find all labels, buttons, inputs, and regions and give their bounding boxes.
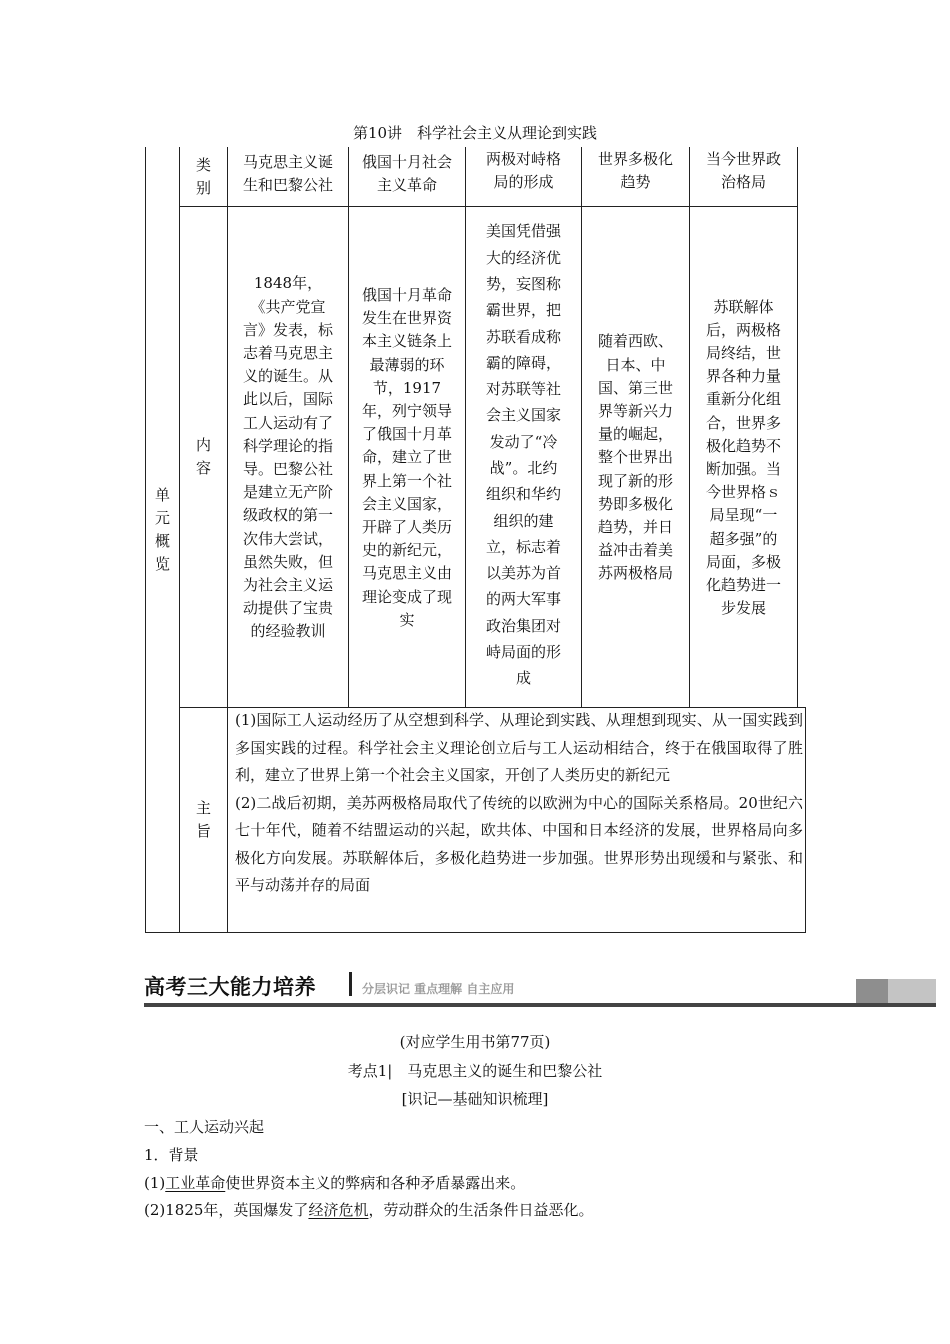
item-industrial-revolution: (1)工业革命使世界资本主义的弊病和各种矛盾暴露出来。 — [144, 1174, 526, 1192]
header-october-revolution: 俄国十月社会 主义革命 — [361, 153, 452, 194]
banner-subtitle: 分层识记 重点理解 自主应用 — [362, 982, 515, 996]
heading-workers-movement: 一、工人运动兴起 — [144, 1118, 265, 1136]
underlined-term: 工业革命 — [165, 1174, 226, 1192]
unit-overview-label: 单 元 概 览 — [154, 486, 170, 573]
banner-separator — [349, 972, 352, 996]
header-marxism: 马克思主义诞 生和巴黎公社 — [242, 153, 333, 194]
row-label-theme: 主 旨 — [195, 799, 211, 840]
content-october-revolution: 俄国十月革命 发生在世界资 本主义链条上 最薄弱的环 节，1917 年，列宁领导 了俄国十月革 命，建立了世 界上第一个社 会主义国家， 开辟了人类历 史的新纪元， 马克思主义由 理论变成了现 实 — [361, 285, 452, 629]
theme-paragraph-1: (1)国际工人运动经历了从空想到科学、从理论到实践、从理想到现实、从一国实践到多国实践的过程。科学社会主义理论创立后与工人运动相结合，终于在俄国取得了胜利，建立了世界上第一个社会主义国家，开创了人类历史的新纪元 — [235, 711, 803, 784]
heading-background: 1．背景 — [144, 1146, 199, 1164]
lecture-title: 第10讲 科学社会主义从理论到实践 — [352, 124, 598, 142]
banner-title: 高考三大能力培养 — [144, 975, 316, 999]
page-reference: (对应学生用书第77页) — [399, 1033, 551, 1051]
content-multipolar: 随着西欧、 日本、中 国、第三世 界等新兴力 量的崛起， 整个世界出 现了新的形 势即多极化 趋势，并日 益冲击着美 苏两极格局 — [597, 332, 673, 583]
item-economic-crisis: (2)1825年，英国爆发了经济危机，劳动群众的生活条件日益恶化。 — [144, 1201, 594, 1219]
content-marxism: 1848年， 《共产党宣 言》发表，标 志着马克思主 义的诞生。从 此以后，国际 工人运动有了 科学理论的指 导。巴黎公社 是建立无产阶 级政权的第一 次伟大尝试， 虽然失败，但 为社会主义运 动提供了宝贵 的经验教训 — [242, 274, 333, 641]
theme-paragraph-2: (2)二战后初期，美苏两极格局取代了传统的以欧洲为中心的国际关系格局。20世纪六七十年代，随着不结盟运动的兴起，欧共体、中国和日本经济的发展，世界格局向多极化方向发展。苏联解体后，多极化趋势进一步加强。世界形势出现缓和与紧张、和平与动荡并存的局面 — [235, 793, 803, 894]
banner-decor-light — [888, 979, 936, 1003]
header-current-pattern: 当今世界政 治格局 — [705, 150, 781, 191]
sub-heading: [识记—基础知识梳理] — [401, 1090, 549, 1108]
header-multipolar: 世界多极化 趋势 — [597, 150, 673, 191]
row-label-content: 内 容 — [195, 436, 211, 477]
content-bipolar: 美国凭借强 大的经济优 势，妄图称 霸世界，把 苏联看成称 霸的障碍， 对苏联等社 会主义国家 发动了“冷 战”。北约 组织和华约 组织的建 立，标志着 以美苏为首 的两大军事 政治集团对 峙局面的形 成 — [485, 222, 561, 688]
header-bipolar: 两极对峙格 局的形成 — [485, 150, 561, 191]
underlined-term: 经济危机 — [308, 1201, 369, 1219]
banner-rule — [144, 1003, 936, 1007]
theme-text — [235, 707, 803, 900]
content-current-pattern: 苏联解体 后，两极格 局终结，世 界各种力量 重新分化组 合，世界多 极化趋势不 断加强。当 今世界格ｓ 局呈现“一 超多强”的 局面，多极 化趋势进一 步发展 — [705, 297, 781, 618]
banner-decor-dark — [856, 979, 888, 1003]
kaodian-title: 考点1| 马克思主义的诞生和巴黎公社 — [347, 1062, 603, 1080]
row-label-category: 类 别 — [195, 155, 211, 197]
